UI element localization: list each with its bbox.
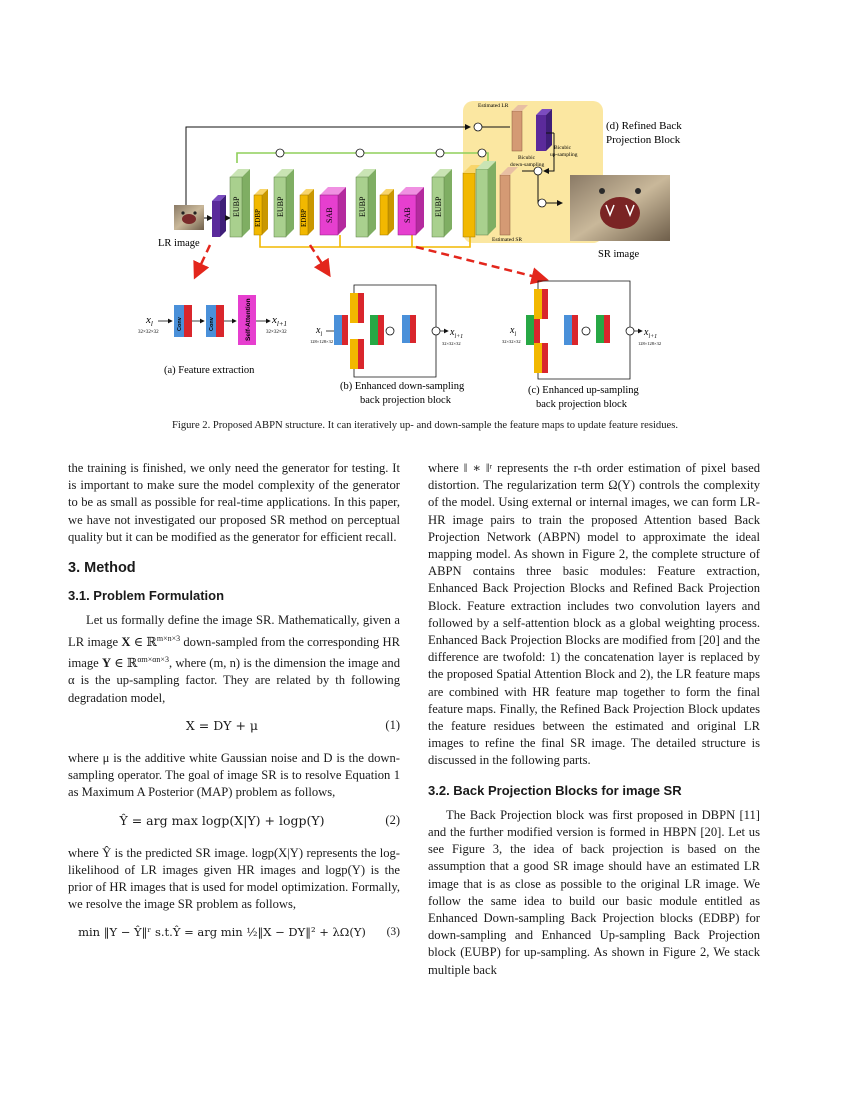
svg-text:EUBP: EUBP (276, 196, 285, 217)
block-eubp-4 (432, 169, 452, 237)
block-sab-2 (398, 187, 424, 235)
panel-c-eubp (502, 281, 661, 379)
svg-text:Estimated SR: Estimated SR (492, 237, 523, 243)
svg-text:up-sampling: up-sampling (550, 152, 578, 158)
svg-text:Conv: Conv (209, 317, 215, 331)
section-heading: 3. Method (68, 560, 136, 577)
formulation-paragraph: Let us formally define the image SR. Mathematically, given a LR image X ∈ ℝ$^{m\times n\times 3}$ down-sampled from the corresponding HR image Y ∈ ℝ$^{\alpha m\times\alpha n\times 3}$, where (m, n) is the dimension the image and α is the up-sampling factor. They are related by th following degradation model, (68, 613, 400, 705)
back-projection-paragraph: The Back Projection block was first proposed in DBPN [11] and the further modified version is formed in HBPN [20]. Let us see Figure 3, the idea of back projection is based on the assumption that a good SR image should have an estimated LR image that is as close as possible to the original LR image. We follow the same idea to build our basic module entitled as Enhanced Down-sampling Back Projection blocks (EDBP) for down-sampling and Enhanced Up-sampling Back Projection block (EUBP) for up-sampling. As shown in Figure 2, We stack multiple back (428, 807, 760, 977)
block-edbp-1 (254, 189, 268, 235)
abpn-paragraph: where ‖ ∗ ‖ʳ represents the r-th order estimation of pixel based distortion. The regularization term Ω(Y) controls the complexity of the model. Using external or internal images, we can form LR-HR image pairs to train the proposed Attention based Back Projection Network (ABPN) model to approximate the ideal mapping model. As shown in Figure 2, the complete structure of ABPN contains three basic modules: Feature extraction, Enhanced Back Projection Blocks and Refined Back Projection Block. Feature extraction includes two convolution layers and followed by a self-attention block as a global weighting process. Enhanced Back Projection Blocks are modified from [20] and the difference are twofold: 1) the concatenation layer is replaced by the proposed Spatial Attention Block and 2), the LR feature maps are combined with HR feature map together to form the final feature maps. Finally, the Refined Back Projection Block updates the feature residues between the estimated and original LR images to refine the final SR image. The detailed structure is discussed in the following parts. (428, 461, 760, 768)
figure-caption: Figure 2. Proposed ABPN structure. It can iteratively up- and down-sample the feature maps to update feature residues. (171, 420, 678, 431)
block-final-stack (463, 161, 518, 237)
subsection-heading: 3.1. Problem Formulation (68, 588, 225, 604)
svg-text:32×32×32: 32×32×32 (442, 341, 461, 346)
prediction-paragraph: where Ŷ is the predicted SR image. logp(X|Y) represents the log-likelihood of LR images given HR images and logp(Y) is the prior of HR images that is used for model optimization. Formally, we resolve the image SR problem as follows, (68, 845, 400, 912)
svg-text:EDBP: EDBP (254, 209, 262, 227)
block-input-conv (212, 195, 226, 237)
block-eubp-3 (356, 169, 376, 237)
svg-text:EUBP: EUBP (232, 196, 241, 217)
svg-text:xl+1: $x_{l+1}$ (272, 314, 288, 328)
svg-text:EDBP: EDBP (300, 209, 308, 227)
lr-image (174, 205, 204, 230)
block-eubp-2 (274, 169, 294, 237)
svg-text:xl: $x_l$ (316, 325, 323, 338)
figure-2 (138, 95, 710, 415)
svg-text:128×128×32: 128×128×32 (638, 341, 662, 346)
panel-a-feature-extraction (138, 295, 287, 345)
svg-text:EUBP: EUBP (434, 196, 443, 217)
svg-text:Estimated LR: Estimated LR (478, 103, 509, 109)
noise-paragraph: where μ is the additive white Gaussian noise and D is the down-sampling operator. The goal of image SR is to resolve Equation 1 as Maximum A Posterior (MAP) problem as follows, (68, 751, 400, 800)
svg-text:Conv: Conv (177, 317, 183, 331)
svg-text:128×128×32: 128×128×32 (310, 339, 334, 344)
panel-d-title: (d) Refined Back (606, 120, 682, 132)
block-eubp-1 (230, 169, 250, 237)
panel-a-caption: (a) Feature extraction (164, 365, 255, 376)
svg-text:xl: $x_l$ (510, 325, 517, 338)
subsection-heading-2: 3.2. Back Projection Blocks for image SR (428, 782, 682, 798)
panel-b-caption: (b) Enhanced down-sampling (340, 381, 465, 392)
svg-text:32×32×32: 32×32×32 (266, 330, 287, 335)
svg-text:Projection Block: Projection Block (606, 134, 681, 146)
svg-text:back projection block: back projection block (360, 395, 451, 406)
block-edbp-2 (300, 189, 314, 235)
svg-text:xl+1: $x_{l+1}$ (450, 327, 464, 340)
intro-paragraph: the training is finished, we only need the generator for testing. It is important to make sure the model complexity of the generator to be as small as possible for real-time applications. In this paper, we have not investigated our proposed SR method on perceptual quality but it can be modified as the generator for efficient recall. (68, 461, 400, 544)
equation-2: Ŷ = arg max logp(X|Y) + logp(Y) (2) (119, 812, 400, 828)
svg-text:32×32×32: 32×32×32 (502, 339, 521, 344)
svg-text:SAB: SAB (403, 207, 412, 223)
svg-text:Bicubic: Bicubic (518, 155, 536, 161)
block-sab-1 (320, 187, 346, 235)
svg-text:EUBP: EUBP (358, 196, 367, 217)
block-edbp-3 (380, 189, 394, 235)
panel-b-edbp (310, 285, 463, 377)
svg-text:Bicubic: Bicubic (554, 145, 572, 151)
left-column (68, 460, 400, 941)
sr-image (570, 175, 670, 241)
svg-text:Self-Attention: Self-Attention (245, 298, 252, 341)
svg-text:xl+1: $x_{l+1}$ (644, 327, 658, 340)
lr-image-label: LR image (158, 238, 200, 249)
equation-1: X = DY + μ (1) (185, 717, 400, 733)
svg-text:32×32×32: 32×32×32 (138, 330, 159, 335)
svg-text:back projection block: back projection block (536, 399, 627, 410)
right-column (428, 460, 760, 979)
panel-c-caption: (c) Enhanced up-sampling (528, 385, 639, 396)
sr-image-label: SR image (598, 249, 640, 260)
svg-text:SAB: SAB (325, 207, 334, 223)
equation-3: min ‖Y − Ŷ‖ʳ s.t.Ŷ = arg min ½‖X − DY‖² + λΩ(Y) (3) (78, 924, 400, 939)
svg-text:xl: $x_l$ (146, 314, 153, 328)
svg-text:down-sampling: down-sampling (510, 162, 545, 168)
